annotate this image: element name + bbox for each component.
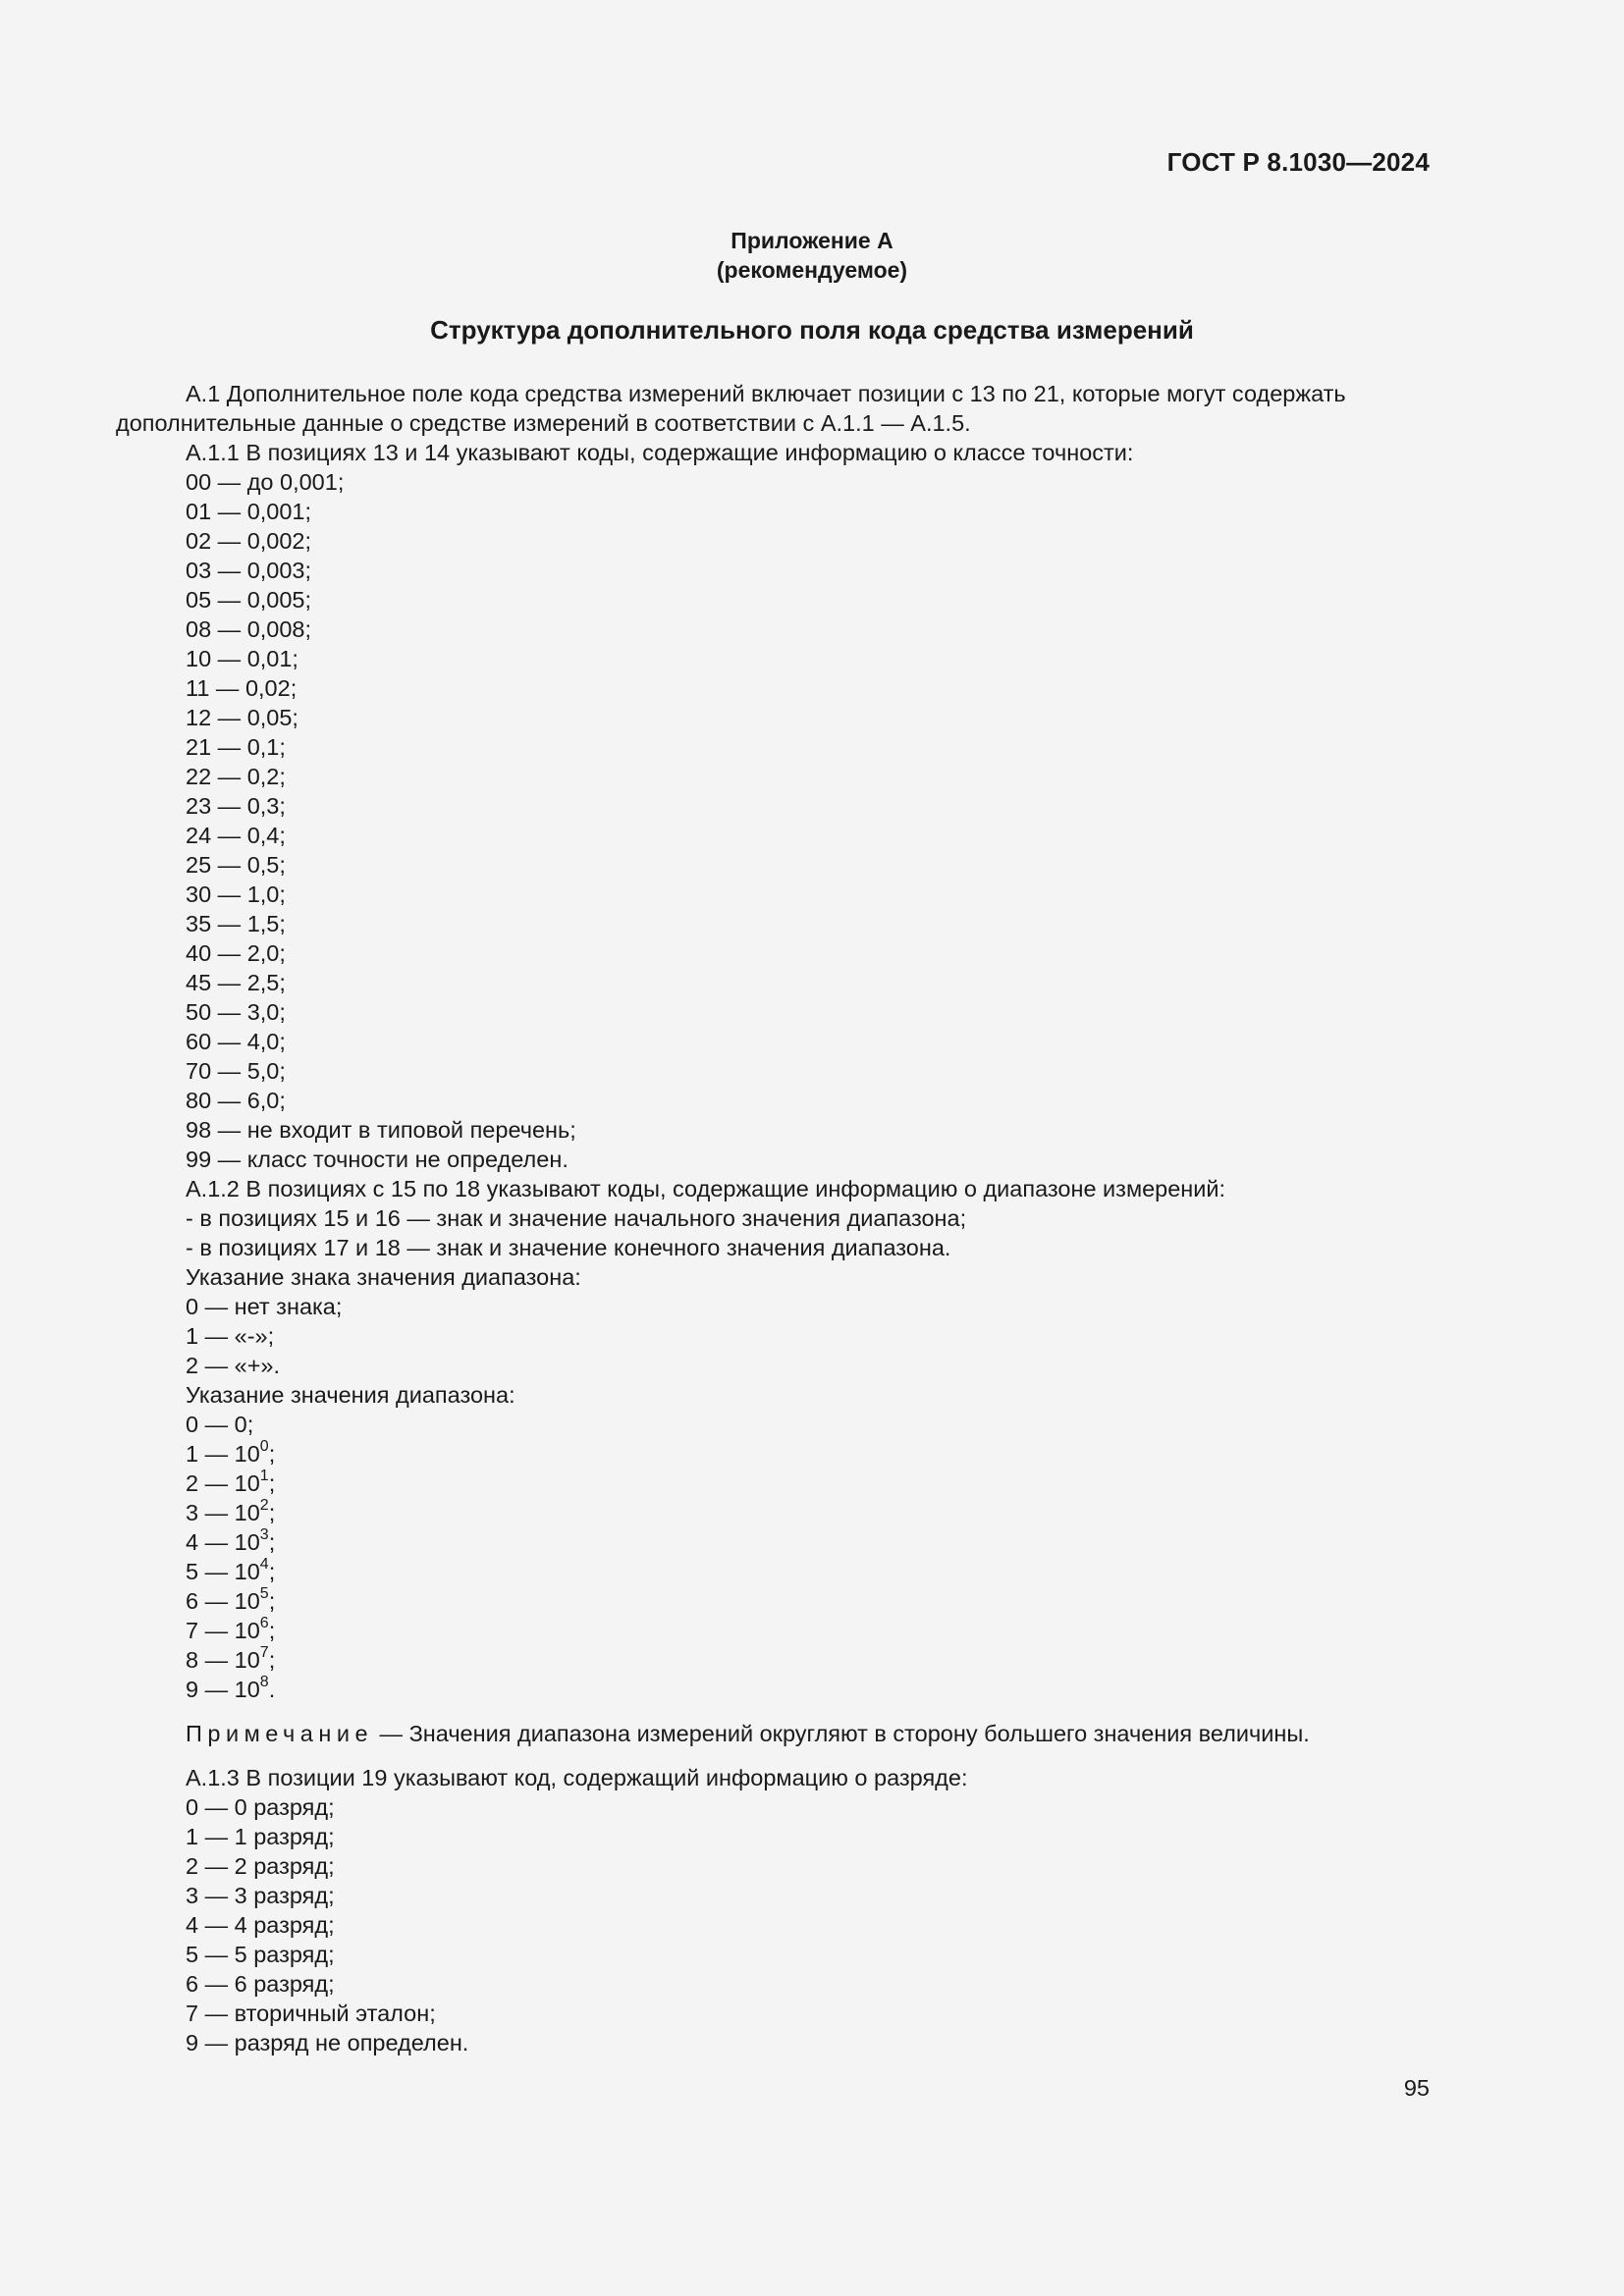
value-exponent: 4 xyxy=(259,1556,269,1574)
document-body xyxy=(116,379,1432,2057)
list-item: 35 — 1,5; xyxy=(186,911,286,936)
appendix-status: (рекомендуемое) xyxy=(716,257,908,283)
list-item xyxy=(116,1586,1432,1616)
list-item: 24 — 0,4; xyxy=(186,823,286,848)
page-number: 95 xyxy=(1403,2075,1430,2101)
list-item: 99 — класс точности не определен. xyxy=(186,1147,568,1172)
list-item: 6 — 6 разряд; xyxy=(186,1971,335,1997)
value-suffix: . xyxy=(268,1677,276,1702)
list-item: 98 — не входит в типовой перечень; xyxy=(186,1117,576,1143)
value-heading: Указание значения диапазона: xyxy=(186,1382,515,1408)
list-item: 10 — 0,01; xyxy=(186,646,298,671)
section-a11 xyxy=(116,438,1432,1174)
list-item xyxy=(116,1675,1432,1704)
list-item: 40 — 2,0; xyxy=(186,940,286,966)
list-item xyxy=(116,1468,1432,1498)
value-suffix: ; xyxy=(268,1647,276,1673)
accuracy-class-list xyxy=(116,467,1432,1174)
value-base: 8 — 10 xyxy=(186,1647,260,1673)
list-item: 0 — нет знака; xyxy=(186,1294,343,1319)
list-item: 30 — 1,0; xyxy=(186,881,286,907)
list-item: 2 — «+». xyxy=(186,1353,281,1378)
list-item: 08 — 0,008; xyxy=(186,616,312,642)
list-item: 03 — 0,003; xyxy=(186,558,312,583)
document-code: ГОСТ Р 8.1030—2024 xyxy=(1166,147,1430,177)
section-title: Структура дополнительного поля кода средства измерений xyxy=(430,315,1194,345)
appendix-title: Приложение А xyxy=(731,228,893,253)
list-item xyxy=(116,1557,1432,1586)
value-exponent: 5 xyxy=(259,1585,269,1603)
value-suffix: ; xyxy=(268,1588,276,1614)
list-item: 05 — 0,005; xyxy=(186,587,312,613)
list-item: 1 — «-»; xyxy=(186,1323,275,1349)
value-suffix: ; xyxy=(268,1441,276,1467)
value-exponent: 0 xyxy=(259,1438,269,1456)
list-item: - в позициях 17 и 18 — знак и значение конечного значения диапазона. xyxy=(186,1235,951,1260)
a12-intro: А.1.2 В позициях с 15 по 18 указывают коды, содержащие информацию о диапазоне измерений: xyxy=(186,1176,1226,1201)
list-item: 11 — 0,02; xyxy=(186,675,298,701)
list-item: 2 — 2 разряд; xyxy=(186,1853,335,1879)
list-item xyxy=(116,1498,1432,1527)
value-suffix: ; xyxy=(268,1500,276,1525)
value-base: 2 — 10 xyxy=(186,1470,260,1496)
value-base: 1 — 10 xyxy=(186,1441,260,1467)
note-text: — Значения диапазона измерений округляют в сторону большего значения величины. xyxy=(373,1721,1310,1746)
list-item: 5 — 5 разряд; xyxy=(186,1942,335,1967)
value-suffix: ; xyxy=(268,1618,276,1643)
a11-intro: А.1.1 В позициях 13 и 14 указывают коды, содержащие информацию о классе точности: xyxy=(186,440,1134,465)
value-exponent: 1 xyxy=(259,1468,269,1485)
list-item: - в позициях 15 и 16 — знак и значение начального значения диапазона; xyxy=(186,1205,967,1231)
note-label: Примечание xyxy=(186,1721,374,1746)
list-item: 0 — 0 разряд; xyxy=(186,1794,335,1820)
value-base: 4 — 10 xyxy=(186,1529,260,1555)
list-item: 1 — 1 разряд; xyxy=(186,1824,335,1849)
section-a13 xyxy=(116,1763,1432,2057)
a13-intro: А.1.3 В позиции 19 указывают код, содержащий информацию о разряде: xyxy=(186,1765,968,1790)
value-exponent: 8 xyxy=(259,1674,269,1691)
list-item xyxy=(116,1616,1432,1645)
list-item: 80 — 6,0; xyxy=(186,1088,286,1113)
value-base: 9 — 10 xyxy=(186,1677,260,1702)
value-base: 6 — 10 xyxy=(186,1588,260,1614)
sign-heading: Указание знака значения диапазона: xyxy=(186,1264,581,1290)
list-item xyxy=(116,1527,1432,1557)
range-positions-list xyxy=(116,1203,1432,1262)
rank-list xyxy=(116,1792,1432,2057)
paragraph-a1: А.1 Дополнительное поле кода средства измерений включает позиции с 13 по 21, которые могут содержать дополнительные данные о средстве измерений в соответствии с А.1.1 — А.1.5. xyxy=(116,381,1346,436)
section-a12 xyxy=(116,1174,1432,1748)
value-base: 7 — 10 xyxy=(186,1618,260,1643)
range-sign-list xyxy=(116,1292,1432,1380)
value-suffix: ; xyxy=(268,1470,276,1496)
appendix-heading xyxy=(0,226,1624,285)
value-suffix: ; xyxy=(268,1529,276,1555)
list-item: 00 — до 0,001; xyxy=(186,469,345,495)
list-item: 50 — 3,0; xyxy=(186,999,286,1025)
list-item: 02 — 0,002; xyxy=(186,528,312,554)
list-item: 23 — 0,3; xyxy=(186,793,286,819)
list-item: 3 — 3 разряд; xyxy=(186,1883,335,1908)
value-exponent: 2 xyxy=(259,1497,269,1515)
value-zero: 0 — 0; xyxy=(186,1412,254,1437)
list-item: 7 — вторичный эталон; xyxy=(186,2001,436,2026)
list-item: 22 — 0,2; xyxy=(186,764,286,789)
range-value-list xyxy=(116,1439,1432,1704)
list-item: 60 — 4,0; xyxy=(186,1029,286,1054)
value-exponent: 7 xyxy=(259,1644,269,1662)
note xyxy=(116,1719,1432,1748)
list-item: 45 — 2,5; xyxy=(186,970,286,995)
value-base: 3 — 10 xyxy=(186,1500,260,1525)
list-item: 70 — 5,0; xyxy=(186,1058,286,1084)
list-item: 25 — 0,5; xyxy=(186,852,286,878)
list-item: 21 — 0,1; xyxy=(186,734,286,760)
list-item xyxy=(116,1439,1432,1468)
list-item: 9 — разряд не определен. xyxy=(186,2030,469,2056)
list-item xyxy=(116,1645,1432,1675)
value-exponent: 6 xyxy=(259,1615,269,1632)
value-exponent: 3 xyxy=(259,1526,269,1544)
value-base: 5 — 10 xyxy=(186,1559,260,1584)
list-item: 4 — 4 разряд; xyxy=(186,1912,335,1938)
list-item: 12 — 0,05; xyxy=(186,705,298,730)
value-suffix: ; xyxy=(268,1559,276,1584)
list-item: 01 — 0,001; xyxy=(186,499,312,524)
